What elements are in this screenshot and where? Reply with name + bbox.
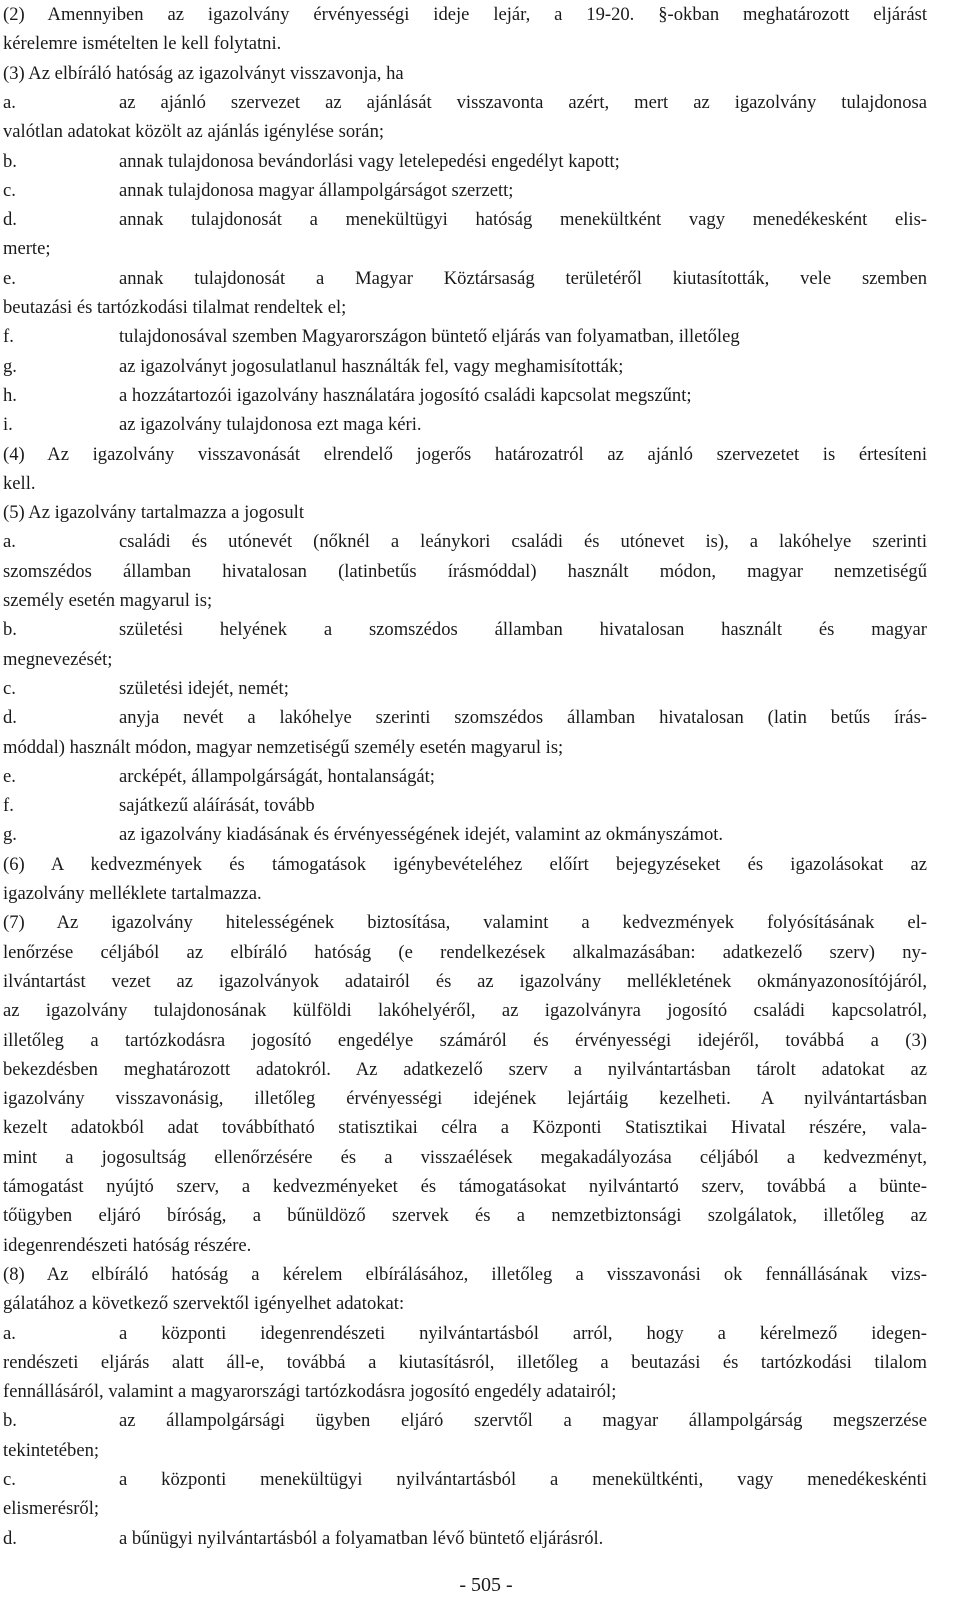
line-text: anyja nevét a lakóhelye szerinti szomszédos államban hivatalosan (latin betűs írás- bbox=[119, 707, 927, 729]
line-text: születési idejét, nemét; bbox=[119, 677, 289, 699]
line-text: az állampolgársági ügyben eljáró szervtől a magyar állampolgárság megszerzése bbox=[119, 1410, 927, 1432]
item-label: f. bbox=[3, 795, 14, 817]
paragraph-line bbox=[3, 647, 927, 673]
paragraph-line bbox=[3, 910, 927, 936]
paragraph-line bbox=[3, 1028, 927, 1054]
list-item-line bbox=[3, 822, 927, 848]
item-label: b. bbox=[3, 1410, 17, 1432]
paragraph-line bbox=[3, 1174, 927, 1200]
line-text: az ajánló szervezet az ajánlását visszavonta azért, mert az igazolvány tulajdonosa bbox=[119, 91, 927, 113]
line-text: illetőleg a tartózkodásra jogosító engedélye számáról és érvényességi idejéről, továbbá a (3) bbox=[3, 1029, 927, 1051]
paragraph-line bbox=[3, 969, 927, 995]
paragraph-line bbox=[3, 31, 927, 57]
line-text: születési helyének a szomszédos államban hivatalosan használt és magyar bbox=[119, 619, 927, 641]
paragraph-line bbox=[3, 881, 927, 907]
paragraph-line bbox=[3, 852, 927, 878]
line-text: szomszédos államban hivatalosan (latinbetűs írásmóddal) használt módon, magyar nemzetiségű bbox=[3, 560, 927, 582]
paragraph-line bbox=[3, 1496, 927, 1522]
line-text: igazolvány visszavonásig, illetőleg érvényességi idejének lejártáig kezelheti. A nyilvántartásban bbox=[3, 1088, 927, 1110]
line-text: bekezdésben meghatározott adatokról. Az adatkezelő szerv a nyilvántartásban tárolt adatokat az bbox=[3, 1058, 927, 1080]
line-text: fennállásáról, valamint a magyarországi tartózkodásra jogosító engedély adatairól; bbox=[3, 1381, 617, 1403]
line-text: gálatához a következő szervektől igényelhet adatokat: bbox=[3, 1293, 405, 1315]
paragraph-line bbox=[3, 1350, 927, 1376]
item-label: b. bbox=[3, 150, 17, 172]
item-label: d. bbox=[3, 1527, 17, 1549]
paragraph-line bbox=[3, 998, 927, 1024]
line-text: lenőrzése céljából az elbíráló hatóság (e rendelkezések alkalmazásában: adatkezelő szerv) ny- bbox=[3, 941, 927, 963]
paragraph-line bbox=[3, 61, 927, 87]
line-text: támogatást nyújtó szerv, a kedvezményeket és támogatásokat nyilvántartó szerv, továbbá a bünte- bbox=[3, 1176, 927, 1197]
paragraph-line bbox=[3, 1203, 927, 1229]
line-text: móddal) használt módon, magyar nemzetiségű személy esetén magyarul is; bbox=[3, 736, 564, 758]
paragraph-line bbox=[3, 1233, 927, 1259]
item-label: a. bbox=[3, 531, 16, 553]
line-text: valótlan adatokat közölt az ajánlás igénylése során; bbox=[3, 121, 385, 143]
line-text: annak tulajdonosa bevándorlási vagy letelepedési engedélyt kapott; bbox=[119, 150, 620, 172]
line-text: az igazolvány kiadásának és érvényességének idejét, valamint az okmányszámot. bbox=[119, 824, 724, 846]
paragraph-line bbox=[3, 559, 927, 585]
line-text: idegenrendészeti hatóság részére. bbox=[3, 1234, 252, 1256]
item-label: g. bbox=[3, 824, 17, 846]
list-item-line bbox=[3, 617, 927, 643]
list-item-line bbox=[3, 149, 927, 175]
line-text: az igazolvány tulajdonosa ezt maga kéri. bbox=[119, 414, 422, 436]
paragraph-line bbox=[3, 1438, 927, 1464]
item-label: e. bbox=[3, 267, 16, 289]
line-text: (4) Az igazolvány visszavonását elrendelő jogerős határozatról az ajánló szervezetet is értesíteni bbox=[3, 443, 927, 465]
line-text: igazolvány melléklete tartalmazza. bbox=[3, 883, 262, 904]
line-text: (8) Az elbíráló hatóság a kérelem elbírálásához, illetőleg a visszavonási ok fennállásának vizs- bbox=[3, 1263, 927, 1285]
paragraph-line bbox=[3, 1145, 927, 1171]
item-label: c. bbox=[3, 1469, 16, 1490]
paragraph-line bbox=[3, 1115, 927, 1141]
list-item-line bbox=[3, 383, 927, 409]
list-item-line bbox=[3, 90, 927, 116]
list-item-line bbox=[3, 764, 927, 790]
item-label: a. bbox=[3, 1322, 16, 1344]
paragraph-line bbox=[3, 236, 927, 262]
line-text: annak tulajdonosa magyar állampolgárságot szerzett; bbox=[119, 179, 514, 201]
list-item-line bbox=[3, 793, 927, 819]
paragraph-line bbox=[3, 735, 927, 761]
line-text: az igazolványt jogosulatlanul használták fel, vagy meghamisították; bbox=[119, 355, 624, 377]
list-item-line bbox=[3, 354, 927, 380]
list-item-line bbox=[3, 324, 927, 350]
paragraph-line bbox=[3, 471, 927, 497]
list-item-line bbox=[3, 1467, 927, 1493]
line-text: tulajdonosával szemben Magyarországon büntető eljárás van folyamatban, illetőleg bbox=[119, 326, 740, 348]
line-text: megnevezését; bbox=[3, 648, 113, 670]
line-text: merte; bbox=[3, 238, 51, 260]
list-item-line bbox=[3, 1526, 927, 1552]
paragraph-line bbox=[3, 588, 927, 614]
list-item-line bbox=[3, 178, 927, 204]
list-item-line bbox=[3, 529, 927, 555]
paragraph-line bbox=[3, 442, 927, 468]
paragraph-line bbox=[3, 940, 927, 966]
list-item-line bbox=[3, 705, 927, 731]
paragraph-line bbox=[3, 1057, 927, 1083]
list-item-line bbox=[3, 266, 927, 292]
item-label: e. bbox=[3, 765, 16, 787]
list-item-line bbox=[3, 676, 927, 702]
line-text: annak tulajdonosát a menekültügyi hatóság menekültként vagy menedékesként elis- bbox=[119, 209, 927, 231]
item-label: d. bbox=[3, 209, 17, 231]
paragraph-line bbox=[3, 295, 927, 321]
item-label: c. bbox=[3, 677, 16, 699]
paragraph-line bbox=[3, 500, 927, 526]
line-text: személy esetén magyarul is; bbox=[3, 590, 213, 611]
line-text: kérelemre ismételten le kell folytatni. bbox=[3, 33, 282, 55]
page-number: - 505 - bbox=[459, 1574, 513, 1596]
paragraph-line bbox=[3, 1086, 927, 1112]
line-text: az igazolvány tulajdonosának külföldi lakóhelyéről, az igazolványra jogosító családi kapcsolatról, bbox=[3, 1000, 927, 1022]
line-text: rendészeti eljárás alatt áll-e, továbbá a kiutasításról, illetőleg a beutazási és tartózkodási tilalom bbox=[3, 1351, 927, 1373]
line-text: elismerésről; bbox=[3, 1498, 100, 1520]
line-text: (2) Amennyiben az igazolvány érvényességi ideje lejár, a 19-20. §-okban meghatározott eljárást bbox=[3, 4, 927, 25]
line-text: családi és utónevét (nőknél a leánykori családi és utónevet is), a lakóhelye szerinti bbox=[119, 531, 927, 553]
line-text: sajátkezű aláírását, tovább bbox=[119, 795, 315, 817]
line-text: ilvántartást vezet az igazolványok adatairól és az igazolvány mellékletének okmányazonosítójáról, bbox=[3, 970, 927, 992]
item-label: f. bbox=[3, 326, 14, 348]
paragraph-line bbox=[3, 1262, 927, 1288]
item-label: i. bbox=[3, 414, 13, 436]
line-text: mint a jogosultság ellenőrzésére és a visszaélések megakadályozása céljából a kedvezményt, bbox=[3, 1146, 927, 1168]
line-text: kell. bbox=[3, 472, 36, 494]
line-text: a hozzátartozói igazolvány használatára jogosító családi kapcsolat megszűnt; bbox=[119, 384, 692, 406]
line-text: a bűnügyi nyilvántartásból a folyamatban lévő büntető eljárásról. bbox=[119, 1527, 604, 1549]
list-item-line bbox=[3, 1321, 927, 1347]
line-text: kezelt adatokból adat továbbítható statisztikai célra a Központi Statisztikai Hivatal részére, vala- bbox=[3, 1117, 927, 1139]
paragraph-line bbox=[3, 119, 927, 145]
line-text: arcképét, állampolgárságát, hontalanságát; bbox=[119, 765, 435, 787]
item-label: b. bbox=[3, 619, 17, 641]
line-text: beutazási és tartózkodási tilalmat rendeltek el; bbox=[3, 297, 347, 318]
paragraph-line bbox=[3, 1379, 927, 1405]
line-text: tekintetében; bbox=[3, 1439, 100, 1461]
item-label: d. bbox=[3, 707, 17, 729]
line-text: annak tulajdonosát a Magyar Köztársaság területéről kiutasították, vele szemben bbox=[119, 267, 927, 289]
list-item-line bbox=[3, 412, 927, 438]
line-text: a központi menekültügyi nyilvántartásból a menekültkénti, vagy menedékeskénti bbox=[119, 1469, 927, 1490]
line-text: (3) Az elbíráló hatóság az igazolványt visszavonja, ha bbox=[3, 62, 404, 84]
line-text: tőügyben eljáró bíróság, a bűnüldöző szervek és a nemzetbiztonsági szolgálatok, illetőleg az bbox=[3, 1205, 927, 1227]
line-text: a központi idegenrendészeti nyilvántartásból arról, hogy a kérelmező idegen- bbox=[119, 1322, 927, 1344]
list-item-line bbox=[3, 1408, 927, 1434]
item-label: g. bbox=[3, 355, 17, 377]
item-label: c. bbox=[3, 179, 16, 201]
item-label: h. bbox=[3, 384, 17, 406]
paragraph-line bbox=[3, 2, 927, 28]
item-label: a. bbox=[3, 91, 16, 113]
line-text: (5) Az igazolvány tartalmazza a jogosult bbox=[3, 502, 304, 524]
line-text: (7) Az igazolvány hitelességének biztosítása, valamint a kedvezmények folyósításának el- bbox=[3, 912, 927, 934]
paragraph-line bbox=[3, 1291, 927, 1317]
list-item-line bbox=[3, 207, 927, 233]
line-text: (6) A kedvezmények és támogatások igénybevételéhez előírt bejegyzéseket és igazolásokat az bbox=[3, 853, 927, 875]
